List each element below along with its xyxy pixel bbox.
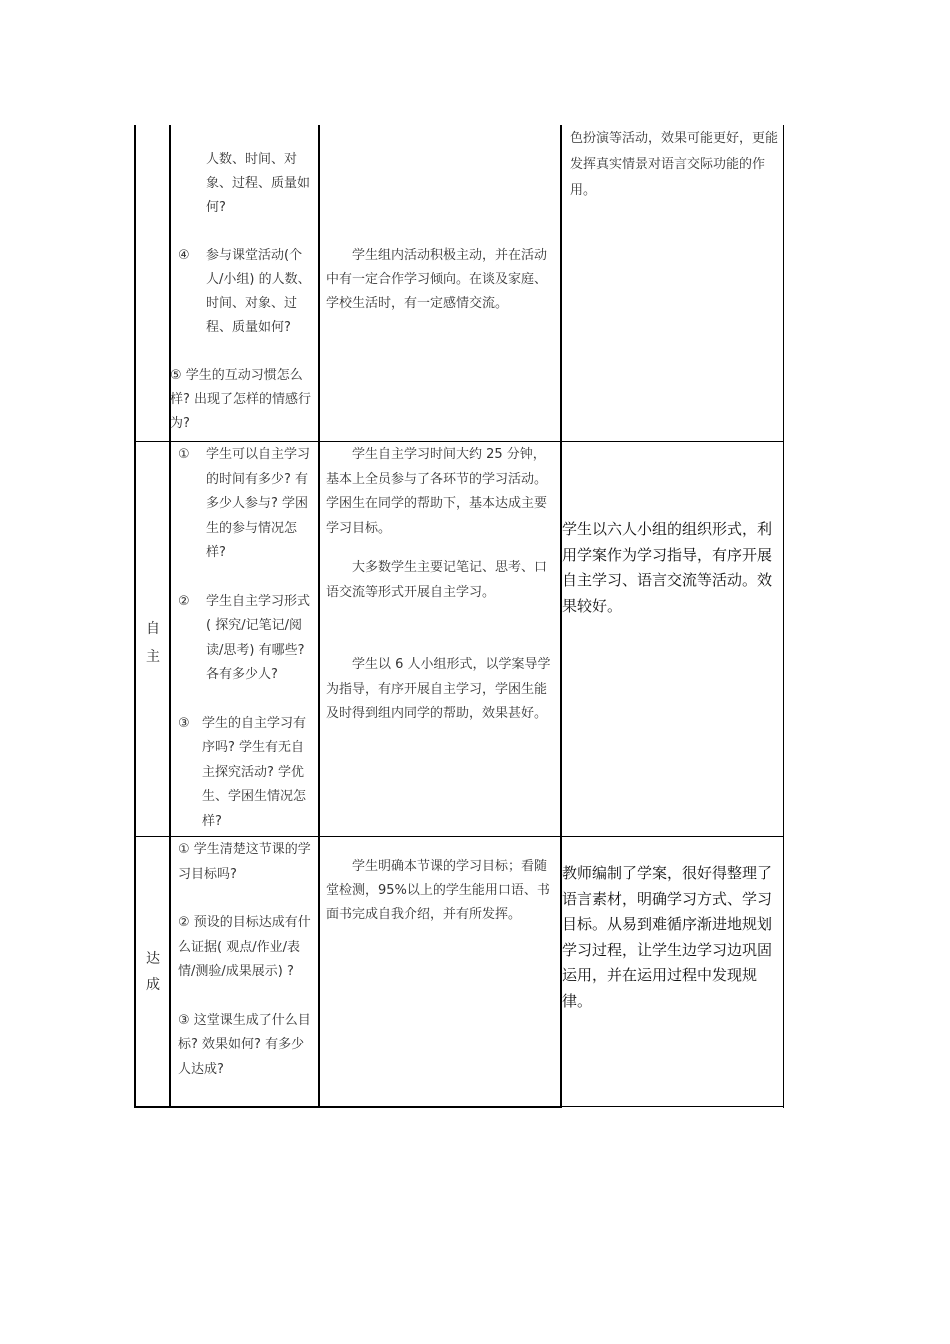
category-text: 自主: [146, 621, 160, 665]
table-border-left: [134, 125, 136, 1108]
question-text: 人数、时间、对象、过程、质量如何?: [206, 152, 311, 215]
table-border-right: [783, 125, 784, 1108]
question-item: [178, 443, 314, 566]
category-text: 达成: [146, 951, 160, 993]
observation-paragraph: 学生以 6 人小组形式，以学案导学为指导，有序开展自主学习，学困生能及时得到组内同学的帮助，效果甚好。: [326, 657, 551, 721]
question-number: [178, 148, 206, 220]
row-divider-1: [134, 441, 784, 442]
comment-cell: [570, 126, 778, 204]
question-text: ② 预设的目标达成有什么证据( 观点/作业/表情/测验/成果展示) ?: [178, 915, 311, 979]
table-border-bottom-right: [560, 1106, 784, 1107]
question-number: ④: [178, 248, 190, 263]
comment-text: 教师编制了学案，很好得整理了语言素材，明确学习方式、学习目标。从易到难循序渐进地规划学习过程，让学生边学习边巩固运用，并在运用过程中发现规律。: [562, 864, 773, 1010]
question-text: 学生可以自主学习的时间有多少? 有多少人参与? 学困生的参与情况怎样?: [206, 447, 311, 560]
row-divider-2: [134, 836, 784, 837]
observation-paragraph: 学生明确本节课的学习目标；看随堂检测，95%以上的学生能用口语、书面书完成自我介绍，并有所发挥。: [326, 859, 550, 922]
comment-text: 学生以六人小组的组织形式，利用学案作为学习指导，有序开展自主学习、语言交流等活动。效果较好。: [562, 520, 773, 615]
question-item: [178, 712, 314, 835]
comment-cell: [562, 861, 782, 1014]
observation-paragraph: 大多数学生主要记笔记、思考、口语交流等形式开展自主学习。: [326, 560, 548, 600]
question-text: ③ 这堂课生成了什么目标? 效果如何? 有多少人达成?: [178, 1012, 311, 1077]
question-item: [178, 148, 314, 220]
question-number: ①: [178, 447, 190, 462]
question-cell: [178, 838, 312, 1082]
question-text: 参与课堂活动(个人/小组) 的人数、时间、对象、过程、质量如何?: [206, 248, 311, 335]
question-text: 学生自主学习形式( 探究/记笔记/阅读/思考) 有哪些?各有多少人?: [206, 593, 311, 682]
column-divider-2: [318, 125, 320, 1108]
observation-cell: [326, 443, 554, 727]
category-label-achievement: [140, 946, 166, 998]
observation-paragraph: 学生自主学习时间大约 25 分钟，基本上全员参与了各环节的学习活动。学困生在同学的帮助下，基本达成主要学习目标。: [326, 447, 548, 536]
comment-text: 色扮演等活动，效果可能更好，更能发挥真实情景对语言交际功能的作用。: [570, 131, 779, 198]
category-label-autonomy: [140, 615, 166, 671]
table-border-bottom: [134, 1106, 562, 1108]
question-text: ① 学生清楚这节课的学习目标吗?: [178, 842, 311, 882]
observation-paragraph: 学生组内活动积极主动，并在活动中有一定合作学习倾向。在谈及家庭、学校生活时，有一定感情交流。: [326, 248, 548, 311]
observation-cell: [326, 855, 554, 927]
question-item: [178, 590, 314, 688]
question-item: [178, 244, 314, 340]
question-cell: [178, 443, 314, 834]
question-number: ③: [178, 715, 190, 731]
question-text: 学生的自主学习有序吗? 学生有无自主探究活动? 学优生、学困生情况怎样?: [202, 715, 307, 829]
question-cell: [170, 148, 314, 436]
observation-cell: [326, 244, 554, 316]
question-text: ⑤ 学生的互动习惯怎么样? 出现了怎样的情感行为?: [170, 368, 312, 431]
question-number: ②: [178, 593, 190, 609]
column-divider-1: [169, 125, 171, 1108]
comment-cell: [562, 517, 782, 619]
